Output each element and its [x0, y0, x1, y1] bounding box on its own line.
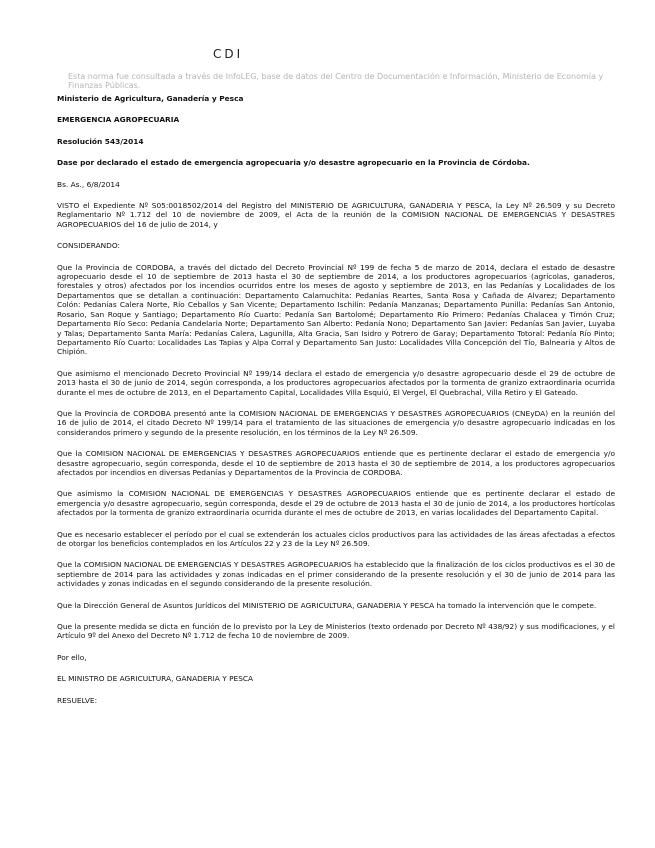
- considerando-paragraph: Que la Provincia de CORDOBA presentó ante la COMISION NACIONAL DE EMERGENCIAS Y DESASTRES AGROPECUARIOS (CNEyDA) en la reunión del 16 de julio de 2014, el citado Decreto Nº 199/14 para el tratamiento de las situaciones de emergencia y/o desastre agropecuario indicadas en los considerandos primero y segundo de la presente resolución, en los términos de la Ley Nº 26.509.: [57, 408, 615, 437]
- considerando-paragraph: Que es necesario establecer el período por el cual se extenderán los actuales ciclos productivos para las actividades de las áreas afectadas a efectos de otorgar los beneficios contemplados en los Artículos 22 y 23 de la Ley Nº 26.509.: [57, 529, 615, 548]
- resuelve-heading: RESUELVE:: [57, 695, 98, 705]
- considerando-paragraph: Que asimismo el mencionado Decreto Provincial Nº 199/14 declara el estado de emergencia y/o desastre agropecuario desde el 29 de octubre de 2013 hasta el 30 de junio de 2014, según corresponda, a los productores agropecuarios afectados por la tormenta de granizo extraordinaria ocurrida durante el mes de octubre de 2013, en el Departamento Capital, Localidades Villa Esquiú, El Vergel, El Quebrachal, Villa Retiro y El Gateado.: [57, 368, 615, 397]
- considerando-paragraph: Que la COMISION NACIONAL DE EMERGENCIAS Y DESASTRES AGROPECUARIOS ha establecido que la finalización de los ciclos productivos es el 30 de septiembre de 2014 para las actividades y zonas indicadas en el primer considerando de la presente resolución y el 30 de junio de 2014 para las actividades y zonas indicadas en el segundo considerando de la presente resolución.: [57, 560, 615, 589]
- ministry-name: Ministerio de Agricultura, Ganadería y Pesca: [57, 94, 244, 103]
- resolution-number: Resolución 543/2014: [57, 136, 144, 146]
- document-body: [57, 94, 615, 717]
- document-title: EMERGENCIA AGROPECUARIA: [57, 115, 180, 125]
- considerando-paragraph: Que la Dirección General de Asuntos Jurídicos del MINISTERIO DE AGRICULTURA, GANADERIA Y PESCA ha tomado la intervención que le compete.: [57, 600, 597, 610]
- resolution-date: Bs. As., 6/8/2014: [57, 179, 120, 189]
- signatory: EL MINISTRO DE AGRICULTURA, GANADERIA Y PESCA: [57, 674, 254, 684]
- por-ello: Por ello,: [57, 652, 87, 662]
- considerando-paragraph: Que la presente medida se dicta en función de lo previsto por la Ley de Ministerios (texto ordenado por Decreto Nº 438/92) y sus modificaciones, y el Artículo 9º del Anexo del Decreto Nº 1.712 de fecha 10 de noviembre de 2009.: [57, 622, 615, 641]
- considerando-paragraph: Que la Provincia de CORDOBA, a través del dictado del Decreto Provincial Nº 199 de fecha 5 de marzo de 2014, declara el estado de desastre agropecuario desde el 10 de septiembre de 2013 hasta el 30 de septiembre de 2014, a los productores agropecuarios (agrícolas, ganaderos, forestales y otros) afectados por los incendios ocurridos entre los meses de agosto y septiembre de 2013, en las Pedanías y Localidades de los Departamentos que se detallan a continuación: Departamento Calamuchita: Pedanías Reartes, Santa Rosa y Cañada de Alvarez; Departamento Colón: Pedanías Calera Norte, Río Ceballos y San Vicente; Departamento Ischilín: Pedanía Manzanas; Departamento Punilla: Pedanías San Antonio, Rosario, San Roque y Santiago; Departamento Río Cuarto: Pedanía San Bartolomé; Departamento Río Primero: Pedanías Chalacea y Timón Cruz; Departamento Río Seco: Pedanía Candelaria Norte; Departamento San Alberto: Pedanía Nono; Departamento San Javier: Pedanías San Javier, Luyaba y Talas; Departamento Santa María: Pedanías Calera, Lagunilla, Alta Gracia, San Isidro y Potrero de Garay; Departamento Totoral: Pedanía Río Pinto; Departamento Río Cuarto: Localidades Las Tapias y Alpa Corral y Departamento San Justo: Localidades Villa Concepción del Tío, Balnearia y Altos de Chipión.: [57, 262, 615, 357]
- resolution-summary: Dase por declarado el estado de emergencia agropecuaria y/o desastre agropecuario en la Provincia de Córdoba.: [57, 158, 530, 168]
- cdi-logo: CDI: [213, 47, 244, 61]
- infoleg-notice: Esta norma fue consultada a través de InfoLEG, base de datos del Centro de Documentación e Información, Ministerio de Economía y Finanzas Públicas.: [68, 72, 604, 90]
- visto-paragraph: VISTO el Expediente Nº S05:0018502/2014 del Registro del MINISTERIO DE AGRICULTURA, GANADERIA Y PESCA, la Ley Nº 26.509 y su Decreto Reglamentario Nº 1.712 del 10 de noviembre de 2009, el Acta de la reunión de la COMISION NACIONAL DE EMERGENCIAS Y DESASTRES AGROPECUARIOS del 16 de julio de 2014, y: [57, 201, 615, 229]
- considerando-heading: CONSIDERANDO:: [57, 241, 121, 251]
- considerando-paragraph: Que la COMISION NACIONAL DE EMERGENCIAS Y DESASTRES AGROPECUARIOS entiende que es pertinente declarar el estado de emergencia y/o desastre agropecuario, según corresponda, desde el 10 de septiembre de 2013 hasta el 30 de septiembre de 2014, a los productores agropecuarios afectados por incendios en diversas Pedanías y Departamentos de la Provincia de CORDOBA.: [57, 449, 615, 477]
- considerando-paragraph: Que asimismo la COMISION NACIONAL DE EMERGENCIAS Y DESASTRES AGROPECUARIOS entiende que es pertinente declarar el estado de emergencia y/o desastre agropecuario, según corresponda, desde el 29 de octubre de 2013 hasta el 30 de junio de 2014, a los productores hortícolas afectados por la tormenta de granizo extraordinaria ocurrida durante el mes de octubre de 2013, en varias localidades del Departamento Capital.: [57, 489, 615, 518]
